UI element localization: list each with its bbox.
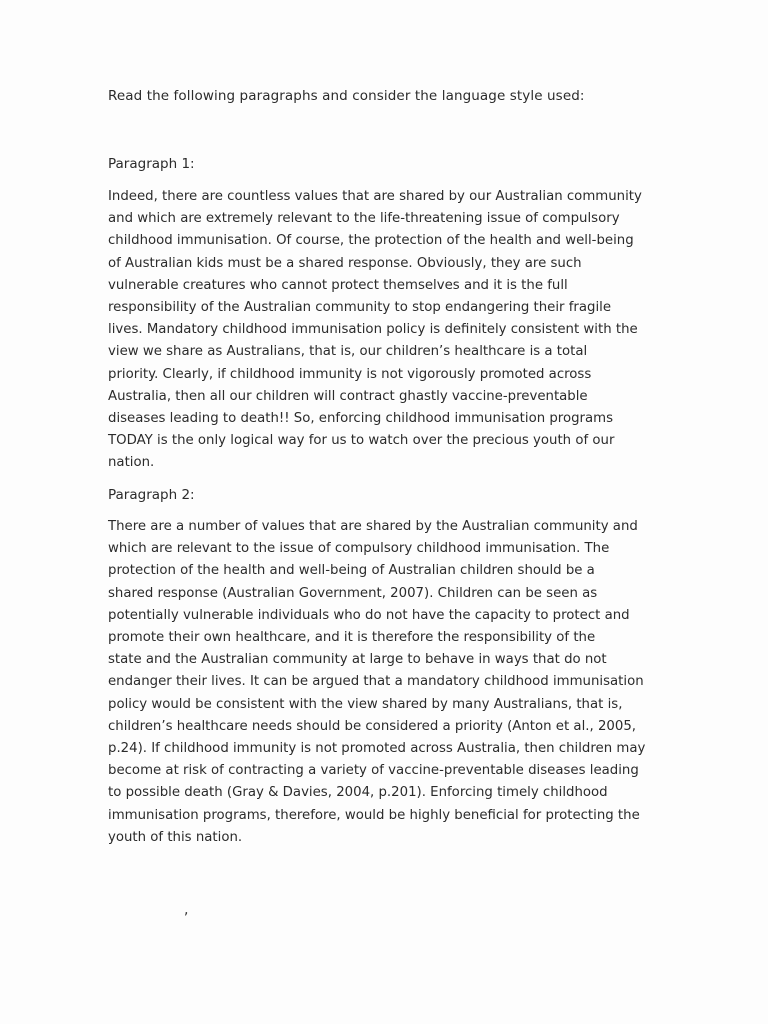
- paragraph-2-heading: Paragraph 2:: [108, 487, 195, 503]
- stray-mark: ,: [184, 902, 189, 918]
- paragraph-line: potentially vulnerable individuals who do not have the capacity to protect and: [108, 607, 630, 623]
- instruction-text: Read the following paragraphs and consider the language style used:: [108, 88, 585, 104]
- paragraph-1-heading: Paragraph 1:: [108, 156, 195, 172]
- paragraph-line: children’s healthcare needs should be considered a priority (Anton et al., 2005,: [108, 718, 637, 734]
- paragraph-2-body: [108, 516, 656, 849]
- paragraph-line: of Australian kids must be a shared response. Obviously, they are such: [108, 255, 582, 271]
- paragraph-line: youth of this nation.: [108, 829, 243, 845]
- paragraph-line: Australia, then all our children will contract ghastly vaccine-preventable: [108, 388, 588, 404]
- paragraph-line: lives. Mandatory childhood immunisation policy is definitely consistent with the: [108, 322, 638, 338]
- paragraph-line: state and the Australian community at large to behave in ways that do not: [108, 652, 607, 668]
- paragraph-line: TODAY is the only logical way for us to watch over the precious youth of our: [108, 433, 615, 449]
- paragraph-line: view we share as Australians, that is, our children’s healthcare is a total: [108, 344, 588, 360]
- paragraph-line: which are relevant to the issue of compulsory childhood immunisation. The: [108, 541, 610, 557]
- paragraph-line: become at risk of contracting a variety of vaccine-preventable diseases leading: [108, 763, 639, 779]
- paragraph-line: childhood immunisation. Of course, the protection of the health and well-being: [108, 233, 634, 249]
- paragraph-line: endanger their lives. It can be argued that a mandatory childhood immunisation: [108, 674, 644, 690]
- paragraph-1-body: [108, 186, 656, 475]
- paragraph-line: vulnerable creatures who cannot protect themselves and it is the full: [108, 277, 568, 293]
- paragraph-line: promote their own healthcare, and it is therefore the responsibility of the: [108, 630, 596, 646]
- paragraph-line: to possible death (Gray & Davies, 2004, p.201). Enforcing timely childhood: [108, 785, 608, 801]
- paragraph-line: policy would be consistent with the view shared by many Australians, that is,: [108, 696, 623, 712]
- paragraph-line: nation.: [108, 455, 155, 471]
- paragraph-line: diseases leading to death!! So, enforcing childhood immunisation programs: [108, 411, 614, 427]
- paragraph-line: shared response (Australian Government, 2007). Children can be seen as: [108, 585, 598, 601]
- paragraph-line: There are a number of values that are shared by the Australian community and: [108, 519, 638, 534]
- paragraph-line: and which are extremely relevant to the life-threatening issue of compulsory: [108, 211, 620, 227]
- paragraph-line: p.24). If childhood immunity is not promoted across Australia, then children may: [108, 741, 646, 757]
- paragraph-line: immunisation programs, therefore, would be highly beneficial for protecting the: [108, 807, 640, 823]
- paragraph-line: Indeed, there are countless values that are shared by our Australian community: [108, 189, 642, 204]
- paragraph-line: responsibility of the Australian community to stop endangering their fragile: [108, 300, 612, 316]
- paragraph-line: priority. Clearly, if childhood immunity is not vigorously promoted across: [108, 366, 592, 382]
- paragraph-line: protection of the health and well-being of Australian children should be a: [108, 563, 595, 579]
